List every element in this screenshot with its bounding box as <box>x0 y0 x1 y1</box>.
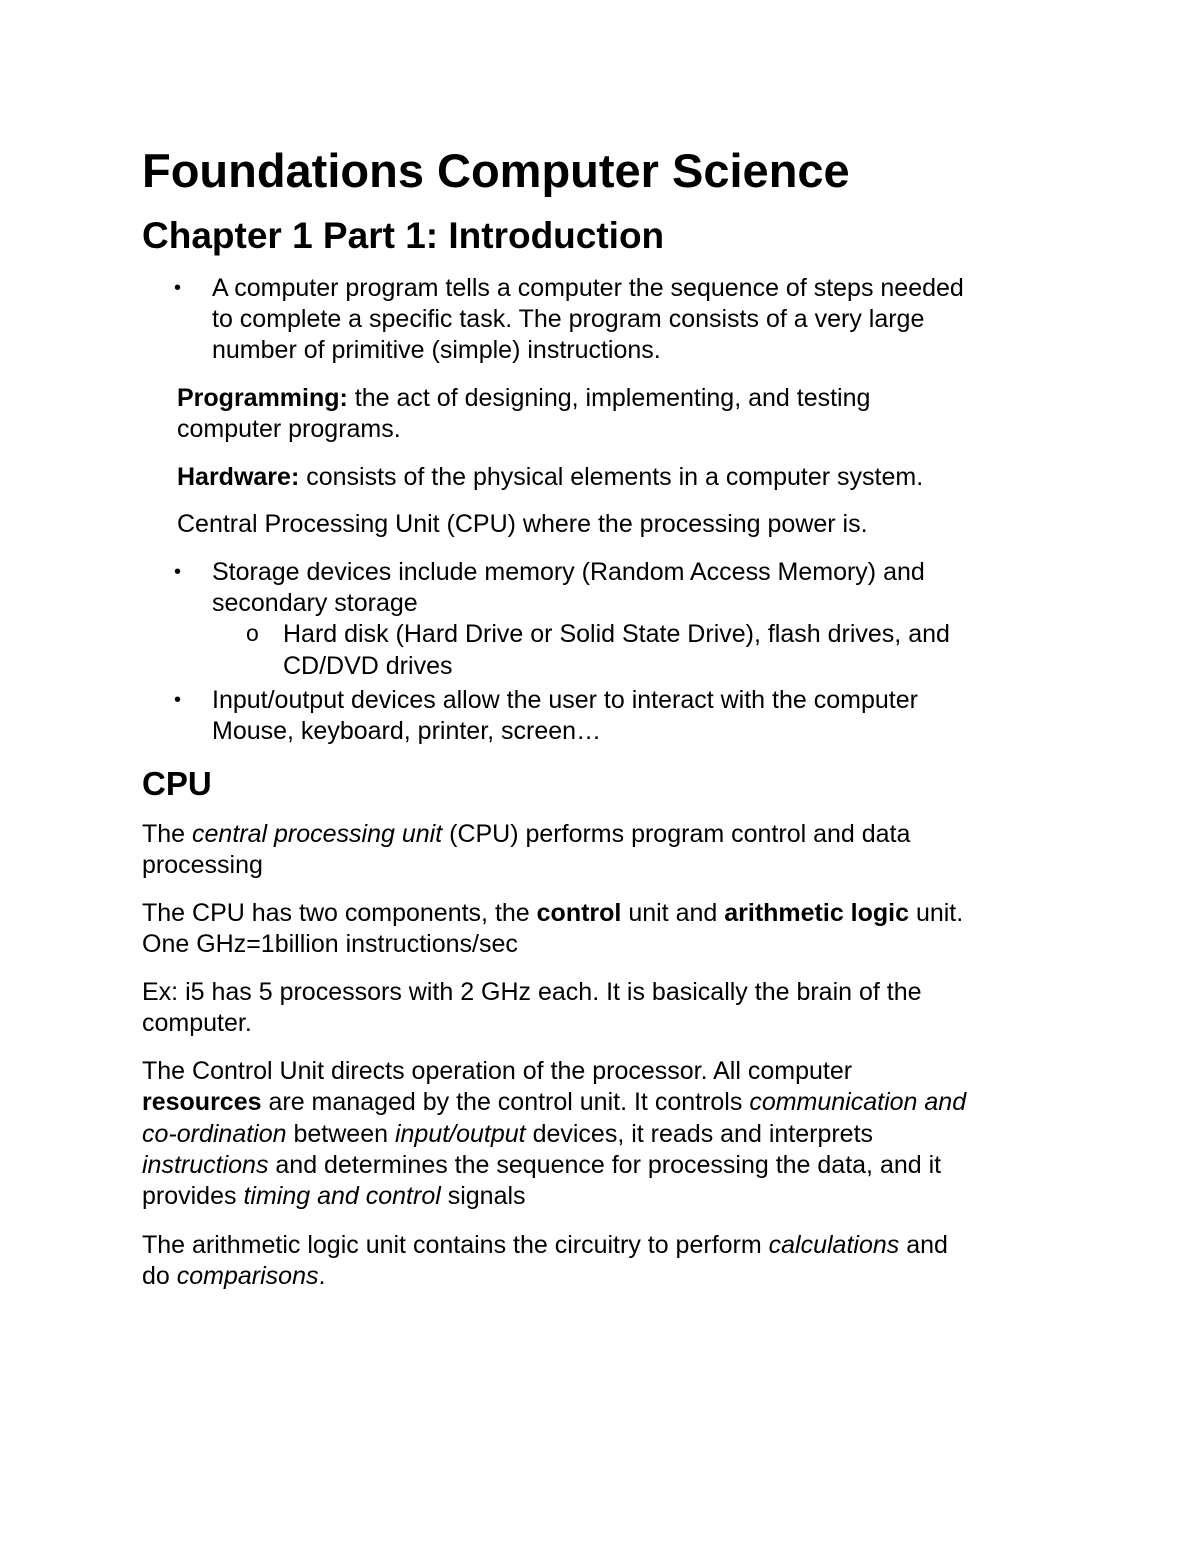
intro-bullet-line: to complete a specific task. The program consists of a very large <box>212 305 925 333</box>
text-run: are managed by the control unit. It controls <box>261 1088 750 1116</box>
text-run: The <box>142 820 193 848</box>
programming-term: Programming: <box>177 384 348 412</box>
io-bullet-line: Input/output devices allow the user to interact with the computer <box>212 686 918 714</box>
italic-term: comparisons <box>176 1262 319 1290</box>
hardware-text: consists of the physical elements in a computer system. <box>299 463 924 491</box>
cpu-definition-line: processing <box>142 851 263 879</box>
italic-term: co-ordination <box>142 1120 287 1148</box>
document-title: Foundations Computer Science <box>142 144 850 197</box>
control-unit-line: The Control Unit directs operation of the processor. All computer <box>142 1057 853 1085</box>
italic-term: input/output <box>394 1120 526 1148</box>
cpu-heading: CPU <box>142 765 212 802</box>
italic-term: central processing unit <box>192 820 443 848</box>
bold-term: resources <box>142 1088 262 1116</box>
text-run: unit. <box>909 899 964 927</box>
bullet-marker: • <box>174 561 182 583</box>
control-unit-line <box>142 1087 966 1119</box>
sub-bullet-marker: o <box>246 620 259 646</box>
text-run: The arithmetic logic unit contains the circuitry to perform <box>142 1231 769 1259</box>
text-run: and <box>899 1231 948 1259</box>
text-run: provides <box>142 1182 244 1210</box>
storage-bullet-line: Storage devices include memory (Random Access Memory) and <box>212 558 925 586</box>
programming-line: computer programs. <box>177 415 401 443</box>
text-run: between <box>286 1120 395 1148</box>
programming-line <box>177 383 870 415</box>
text-run: unit and <box>621 899 725 927</box>
text-run: do <box>142 1262 177 1290</box>
alu-line <box>142 1261 325 1293</box>
bullet-marker: • <box>174 689 182 711</box>
italic-term: communication and <box>749 1088 967 1116</box>
example-line: computer. <box>142 1009 252 1037</box>
hardware-term: Hardware: <box>177 463 300 491</box>
alu-line <box>142 1230 948 1262</box>
chapter-heading: Chapter 1 Part 1: Introduction <box>142 215 665 256</box>
components-line <box>142 898 963 930</box>
cpu-line: Central Processing Unit (CPU) where the processing power is. <box>177 510 868 538</box>
control-unit-line <box>142 1119 873 1151</box>
italic-term: timing and control <box>243 1182 441 1210</box>
bullet-marker: • <box>174 277 182 299</box>
text-run: (CPU) performs program control and data <box>442 820 911 848</box>
intro-bullet-line: number of primitive (simple) instructions. <box>212 336 661 364</box>
text-run: signals <box>440 1182 526 1210</box>
intro-bullet-line: A computer program tells a computer the sequence of steps needed <box>212 274 964 302</box>
storage-sub-bullet-line: Hard disk (Hard Drive or Solid State Drive), flash drives, and <box>283 620 950 648</box>
example-line: Ex: i5 has 5 processors with 2 GHz each. It is basically the brain of the <box>142 978 922 1006</box>
text-run: devices, it reads and interprets <box>525 1120 874 1148</box>
hardware-definition <box>177 462 923 494</box>
text-run: and determines the sequence for processing the data, and it <box>268 1151 942 1179</box>
control-unit-line <box>142 1150 941 1182</box>
programming-text: the act of designing, implementing, and testing <box>347 384 871 412</box>
text-run: . <box>318 1262 326 1290</box>
bold-term: arithmetic logic <box>724 899 909 927</box>
io-bullet-line: Mouse, keyboard, printer, screen… <box>212 717 602 745</box>
italic-term: calculations <box>768 1231 900 1259</box>
text-run: The CPU has two components, the <box>142 899 537 927</box>
cpu-definition-line <box>142 819 910 851</box>
bold-term: control <box>536 899 622 927</box>
italic-term: instructions <box>142 1151 269 1179</box>
storage-sub-bullet-line: CD/DVD drives <box>283 652 453 680</box>
control-unit-line <box>142 1181 526 1213</box>
storage-bullet-line: secondary storage <box>212 589 418 617</box>
components-line: One GHz=1billion instructions/sec <box>142 930 518 958</box>
